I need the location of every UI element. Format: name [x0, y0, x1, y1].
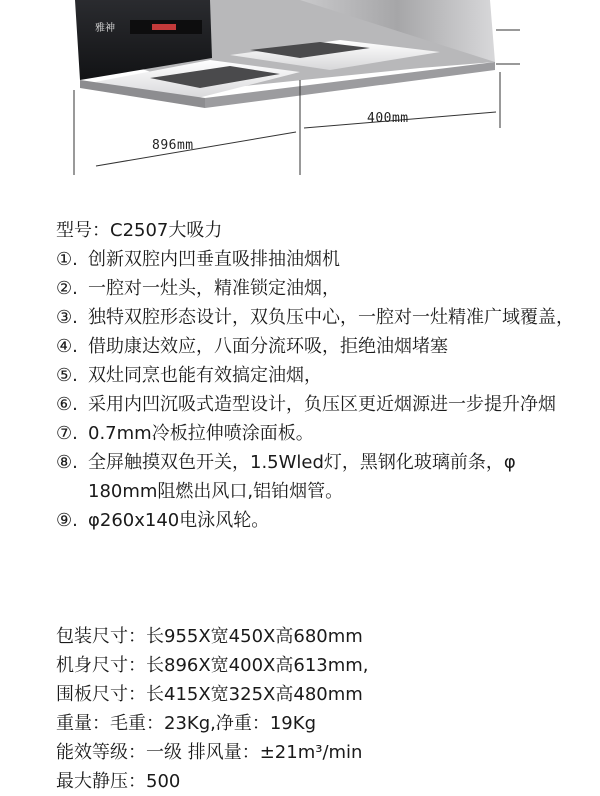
- feature-text: 双灶同烹也能有效搞定油烟，: [88, 365, 322, 386]
- dimension-spec-item: 重量：毛重：23Kg,净重：19Kg: [56, 713, 316, 734]
- feature-item: [56, 419, 586, 448]
- feature-number: ⑨.: [56, 510, 78, 531]
- dimension-spec-item: 机身尺寸：长896X宽400X高613mm,: [56, 655, 369, 676]
- feature-item: [56, 448, 586, 506]
- feature-number: ②.: [56, 278, 78, 299]
- feature-item: [56, 390, 586, 419]
- feature-text: 0.7mm冷板拉伸喷涂面板。: [88, 423, 314, 444]
- depth-dimension-label: 400mm: [367, 111, 409, 126]
- feature-text: 借助康达效应，八面分流环吸，拒绝油烟堵塞: [88, 336, 448, 357]
- feature-number: ①.: [56, 249, 78, 270]
- feature-text: 独特双腔形态设计，双负压中心，一腔对一灶精准广域覆盖，: [88, 307, 574, 328]
- feature-item: [56, 506, 586, 535]
- dimension-spec-item: 能效等级：一级 排风量：±21m³/min: [56, 742, 363, 763]
- feature-item: [56, 274, 586, 303]
- feature-text: φ260x140电泳风轮。: [88, 510, 270, 531]
- feature-text: 一腔对一灶头，精准锁定油烟，: [88, 278, 340, 299]
- feature-text: 全屏触摸双色开关，1.5Wled灯，黑钢化玻璃前条，φ 180mm阻燃出风口,铝铂烟管。: [88, 452, 516, 502]
- width-dimension-line: [96, 132, 296, 166]
- range-hood-illustration: [0, 0, 600, 200]
- dimension-spec-item: 包装尺寸：长955X宽450X高680mm: [56, 626, 363, 647]
- feature-number: ③.: [56, 307, 78, 328]
- spec-list: [56, 216, 586, 535]
- feature-item: [56, 303, 586, 332]
- product-figure: [0, 0, 600, 200]
- feature-item: [56, 245, 586, 274]
- model-line: 型号：C2507大吸力: [56, 220, 223, 241]
- feature-item: [56, 361, 586, 390]
- feature-list: [56, 245, 586, 535]
- dimension-spec-item: 最大静压：500: [56, 771, 181, 792]
- feature-number: ⑥.: [56, 394, 78, 415]
- feature-text: 采用内凹沉吸式造型设计，负压区更近烟源进一步提升净烟: [88, 394, 556, 415]
- feature-number: ⑦.: [56, 423, 78, 444]
- feature-text: 创新双腔内凹垂直吸排抽油烟机: [88, 249, 340, 270]
- brand-logo: 雅神: [95, 23, 115, 34]
- feature-number: ⑧.: [56, 452, 78, 473]
- feature-number: ④.: [56, 336, 78, 357]
- dimension-spec-item: 围板尺寸：长415X宽325X高480mm: [56, 684, 363, 705]
- width-dimension-label: 896mm: [152, 138, 194, 153]
- display-digits: [152, 24, 176, 30]
- dimension-spec-list: [56, 622, 369, 796]
- feature-item: [56, 332, 586, 361]
- feature-number: ⑤.: [56, 365, 78, 386]
